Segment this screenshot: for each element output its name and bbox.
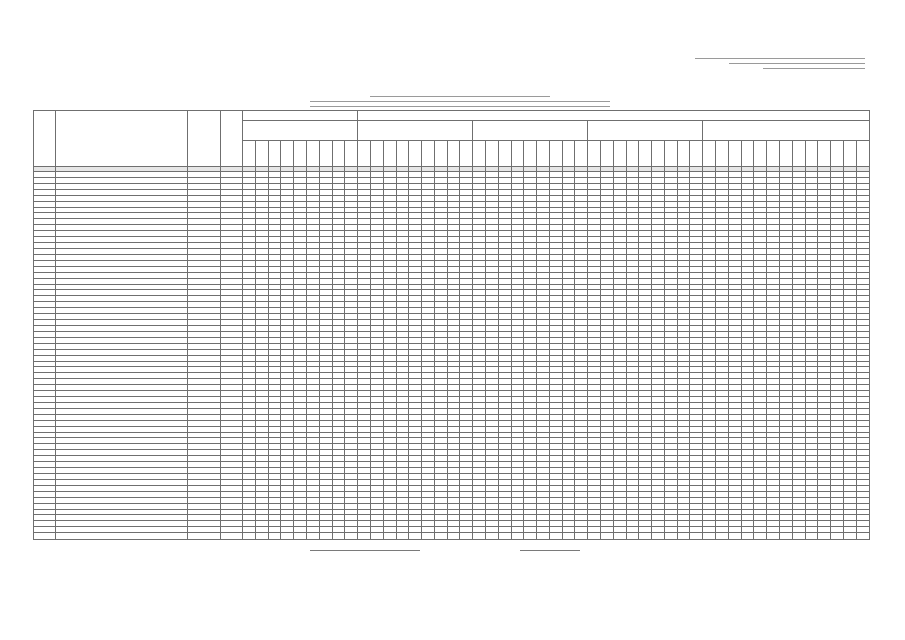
column-subheader bbox=[383, 141, 396, 167]
column-subheader bbox=[754, 141, 767, 167]
table-cell bbox=[319, 533, 332, 540]
column-subheader bbox=[319, 141, 332, 167]
table-cell bbox=[652, 533, 665, 540]
signature-name-line bbox=[520, 550, 580, 551]
table-cell bbox=[562, 533, 575, 540]
table-cell bbox=[268, 533, 281, 540]
table-cell bbox=[281, 533, 294, 540]
table-cell bbox=[716, 533, 729, 540]
table-cell bbox=[56, 533, 188, 540]
table-cell bbox=[703, 533, 716, 540]
column-subheader bbox=[434, 141, 447, 167]
table-cell bbox=[383, 533, 396, 540]
column-subheader bbox=[473, 141, 486, 167]
signature-position-line bbox=[310, 550, 420, 551]
table-cell bbox=[805, 533, 818, 540]
column-subheader bbox=[447, 141, 460, 167]
column-subheader bbox=[856, 141, 869, 167]
table-cell bbox=[677, 533, 690, 540]
column-subheader bbox=[358, 141, 371, 167]
document-title bbox=[310, 76, 610, 106]
column-subheader bbox=[626, 141, 639, 167]
table-cell bbox=[831, 533, 844, 540]
table-cell bbox=[188, 533, 220, 540]
table-cell bbox=[498, 533, 511, 540]
appendix-text-placeholder bbox=[763, 68, 865, 69]
column-subheader bbox=[652, 141, 665, 167]
column-subheader bbox=[370, 141, 383, 167]
column-subheader bbox=[677, 141, 690, 167]
table-cell bbox=[332, 533, 345, 540]
column-subheader bbox=[332, 141, 345, 167]
column-subgroup bbox=[243, 121, 358, 141]
table-cell bbox=[447, 533, 460, 540]
table-cell bbox=[690, 533, 703, 540]
column-subheader bbox=[307, 141, 320, 167]
column-header-id bbox=[188, 111, 220, 167]
column-subheader bbox=[281, 141, 294, 167]
table-cell bbox=[307, 533, 320, 540]
column-subheader bbox=[294, 141, 307, 167]
column-subheader bbox=[805, 141, 818, 167]
column-subheader bbox=[779, 141, 792, 167]
column-subheader bbox=[613, 141, 626, 167]
table-cell bbox=[767, 533, 780, 540]
title-text-placeholder bbox=[310, 101, 610, 102]
table-cell bbox=[243, 533, 256, 540]
column-subheader bbox=[485, 141, 498, 167]
appendix-note bbox=[695, 46, 865, 68]
column-header-total bbox=[220, 111, 242, 167]
column-subheader bbox=[396, 141, 409, 167]
column-subheader bbox=[601, 141, 614, 167]
column-subheader bbox=[716, 141, 729, 167]
column-subheader bbox=[549, 141, 562, 167]
table-cell bbox=[370, 533, 383, 540]
column-subheader bbox=[243, 141, 256, 167]
table-cell bbox=[294, 533, 307, 540]
table-cell bbox=[588, 533, 601, 540]
table-cell bbox=[396, 533, 409, 540]
table-cell bbox=[741, 533, 754, 540]
column-subheader bbox=[703, 141, 716, 167]
column-subheader bbox=[767, 141, 780, 167]
column-group-1 bbox=[243, 111, 358, 121]
table-cell bbox=[409, 533, 422, 540]
table-cell bbox=[358, 533, 371, 540]
table-cell bbox=[460, 533, 473, 540]
column-subheader bbox=[460, 141, 473, 167]
column-subheader bbox=[409, 141, 422, 167]
column-subgroup bbox=[703, 121, 870, 141]
column-subgroup bbox=[473, 121, 588, 141]
column-subheader bbox=[345, 141, 358, 167]
column-subheader bbox=[524, 141, 537, 167]
column-subheader bbox=[511, 141, 524, 167]
column-subheader bbox=[588, 141, 601, 167]
column-subheader bbox=[831, 141, 844, 167]
column-subheader bbox=[562, 141, 575, 167]
column-subgroup bbox=[588, 121, 703, 141]
column-subheader bbox=[639, 141, 652, 167]
table-cell bbox=[626, 533, 639, 540]
table-cell bbox=[818, 533, 831, 540]
column-subheader bbox=[690, 141, 703, 167]
column-subheader bbox=[741, 141, 754, 167]
appendix-text-placeholder bbox=[695, 58, 865, 59]
title-text-placeholder bbox=[310, 106, 610, 107]
table-cell bbox=[754, 533, 767, 540]
column-subheader bbox=[268, 141, 281, 167]
column-subgroup bbox=[358, 121, 473, 141]
table-cell bbox=[613, 533, 626, 540]
title-text-placeholder bbox=[370, 96, 550, 97]
table-cell bbox=[792, 533, 805, 540]
table-cell bbox=[422, 533, 435, 540]
column-subheader bbox=[255, 141, 268, 167]
table-cell bbox=[255, 533, 268, 540]
column-subheader bbox=[537, 141, 550, 167]
column-header-name bbox=[56, 111, 188, 167]
column-subheader bbox=[498, 141, 511, 167]
table-cell bbox=[549, 533, 562, 540]
data-table bbox=[33, 110, 870, 540]
column-header-row-number bbox=[34, 111, 56, 167]
table-cell bbox=[485, 533, 498, 540]
table-cell bbox=[728, 533, 741, 540]
table-cell bbox=[34, 533, 56, 540]
table-cell bbox=[664, 533, 677, 540]
column-subheader bbox=[422, 141, 435, 167]
column-group-2 bbox=[358, 111, 870, 121]
appendix-text-placeholder bbox=[729, 63, 865, 64]
column-subheader bbox=[664, 141, 677, 167]
table-cell bbox=[843, 533, 856, 540]
column-subheader bbox=[728, 141, 741, 167]
table-cell bbox=[575, 533, 588, 540]
column-subheader bbox=[575, 141, 588, 167]
table-cell bbox=[639, 533, 652, 540]
column-subheader bbox=[792, 141, 805, 167]
column-subheader bbox=[818, 141, 831, 167]
table-cell bbox=[473, 533, 486, 540]
table-cell bbox=[779, 533, 792, 540]
table-cell bbox=[537, 533, 550, 540]
table-row bbox=[34, 533, 870, 540]
table-cell bbox=[434, 533, 447, 540]
table-cell bbox=[345, 533, 358, 540]
table-cell bbox=[220, 533, 242, 540]
table-cell bbox=[601, 533, 614, 540]
table-cell bbox=[524, 533, 537, 540]
table-cell bbox=[856, 533, 869, 540]
column-subheader bbox=[843, 141, 856, 167]
signature-block bbox=[0, 550, 905, 560]
table-cell bbox=[511, 533, 524, 540]
